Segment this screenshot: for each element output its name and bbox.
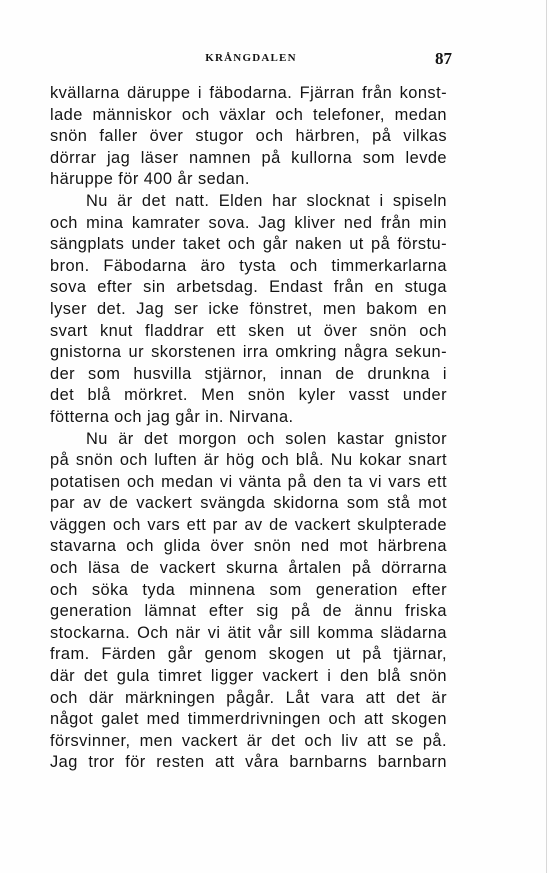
- page-number: 87: [435, 49, 452, 68]
- text-line: något galet med timmerdrivningen och att skogen: [50, 710, 447, 729]
- text-line: bron. Fäbodarna äro tysta och timmerkarlarna: [50, 256, 447, 275]
- text-line: potatisen och medan vi vänta på den ta vi vars ett: [50, 472, 447, 491]
- text-line: Nu är det natt. Elden har slocknat i spiseln: [86, 191, 447, 210]
- text-line: försvinner, men vackert är det och liv att se på.: [50, 731, 447, 750]
- text-line: och där märkningen pågår. Låt vara att det är: [50, 688, 447, 707]
- text-line: väggen och vars ett par av de vackert skulpterade: [50, 515, 447, 534]
- running-head: [50, 49, 452, 69]
- text-line: lade människor och växlar och telefoner, medan: [50, 105, 447, 124]
- text-line: på snön och luften är hög och blå. Nu kokar snart: [50, 451, 447, 470]
- text-line: där det gula timret ligger vackert i den blå snön: [50, 667, 447, 686]
- text-line: fötterna och jag går in. Nirvana.: [50, 407, 294, 426]
- text-line: och mina kamrater sova. Jag kliver ned från min: [50, 213, 447, 232]
- text-line: sova efter sin arbetsdag. Endast från en stuga: [50, 278, 447, 297]
- text-line: häruppe för 400 år sedan.: [50, 170, 250, 189]
- text-line: snön faller över stugor och härbren, på vilkas: [50, 127, 447, 146]
- text-line: Jag tror för resten att våra barnbarns barnbarn: [50, 753, 447, 772]
- text-line: Nu är det morgon och solen kastar gnistor: [86, 429, 447, 448]
- text-line: det blå mörkret. Men snön kyler vasst under: [50, 386, 447, 405]
- text-line: der som husvilla stjärnor, innan de drunkna i: [50, 364, 447, 383]
- text-line: och söka tyda minnena som generation efter: [50, 580, 447, 599]
- text-line: och läsa de vackert skurna årtalen på dörrarna: [50, 559, 447, 578]
- text-line: generation lämnat efter sig på de ännu friska: [50, 602, 447, 621]
- text-line: svart knut fladdrar ett sken ut över snön och: [50, 321, 447, 340]
- text-line: stockarna. Och när vi ätit vår sill komma slädarna: [50, 623, 447, 642]
- text-line: fram. Färden går genom skogen ut på tjärnar,: [50, 645, 447, 664]
- text-line: par av de vackert svängda skidorna som stå mot: [50, 494, 447, 513]
- text-line: stavarna och glida över snön ned mot härbrena: [50, 537, 447, 556]
- body-text: [50, 83, 447, 774]
- page-edge-line: [546, 0, 547, 873]
- text-line: sängplats under taket och går naken ut på förstu-: [50, 235, 447, 254]
- text-line: kvällarna däruppe i fäbodarna. Fjärran från konst-: [50, 84, 447, 102]
- text-line: lyser det. Jag ser icke fönstret, men bakom en: [50, 299, 447, 318]
- text-line: gnistorna ur skorstenen irra omkring några sekun-: [50, 343, 447, 362]
- text-line: dörrar jag läser namnen på kullorna som levde: [50, 148, 447, 167]
- running-title: KRÅNGDALEN: [205, 52, 297, 64]
